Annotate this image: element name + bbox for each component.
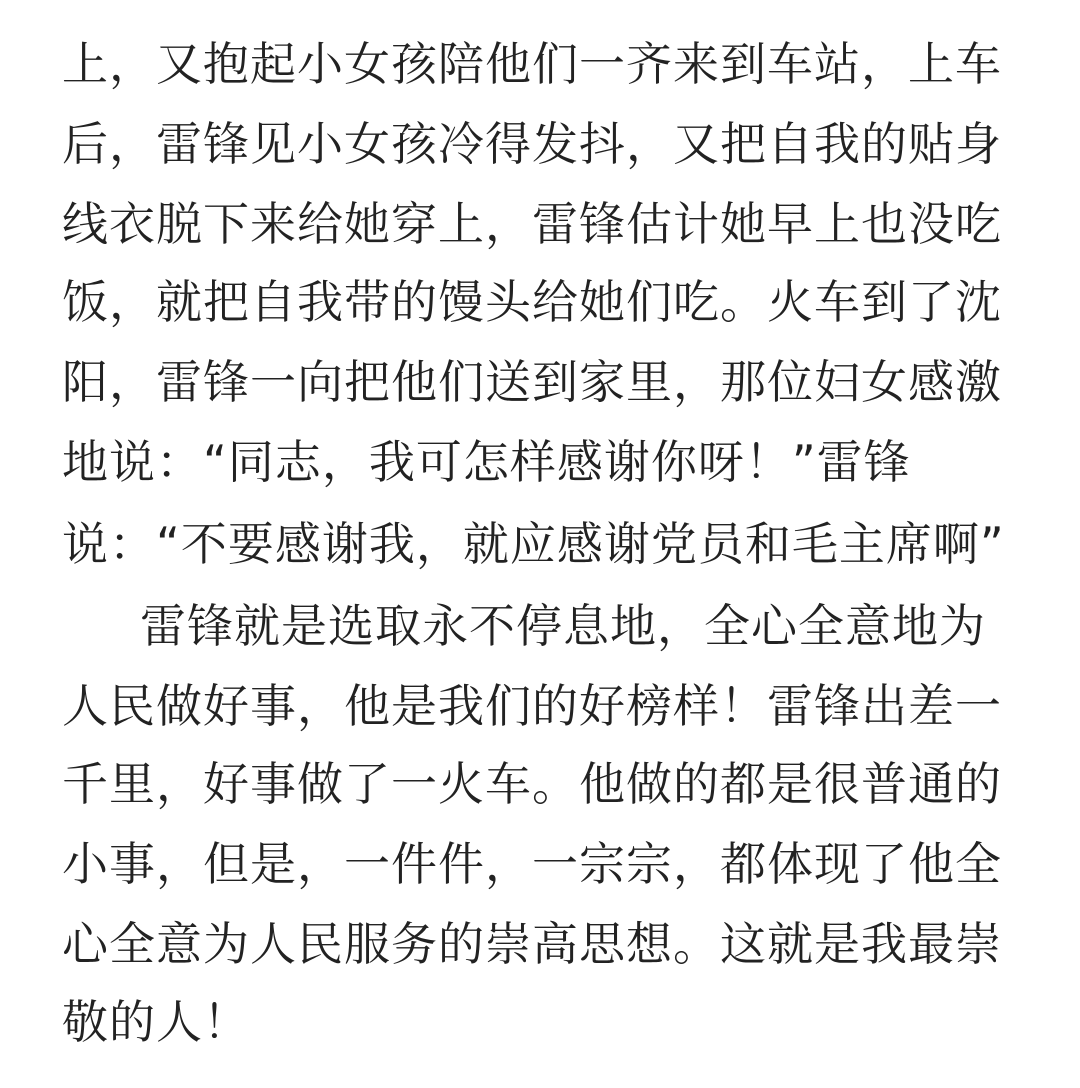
text-line: 阳，雷锋一向把他们送到家里，那位妇女感激: [62, 355, 1002, 409]
paragraph-start-line: 雷锋就是选取永不停息地，全心全意地为: [140, 599, 986, 653]
text-line: 小事，但是，一件件，一宗宗，都体现了他全: [62, 837, 1002, 891]
text-line: 千里，好事做了一火车。他做的都是很普通的: [62, 757, 1002, 811]
text-line: 线衣脱下来给她穿上，雷锋估计她早上也没吃: [62, 197, 1002, 251]
text-line: 人民做好事，他是我们的好榜样！雷锋出差一: [62, 679, 1002, 733]
text-line: 说：“不要感谢我，就应感谢党员和毛主席啊”: [62, 517, 1005, 571]
text-line: 后，雷锋见小女孩冷得发抖，又把自我的贴身: [62, 117, 1002, 171]
text-line: 上，又抱起小女孩陪他们一齐来到车站，上车: [62, 37, 1002, 91]
text-line: 敬的人！: [62, 995, 250, 1049]
text-line: 饭，就把自我带的馒头给她们吃。火车到了沈: [62, 275, 1002, 329]
text-line: 心全意为人民服务的崇高思想。这就是我最崇: [62, 917, 1002, 971]
text-line: 地说：“同志，我可怎样感谢你呀！”雷锋: [62, 435, 911, 489]
